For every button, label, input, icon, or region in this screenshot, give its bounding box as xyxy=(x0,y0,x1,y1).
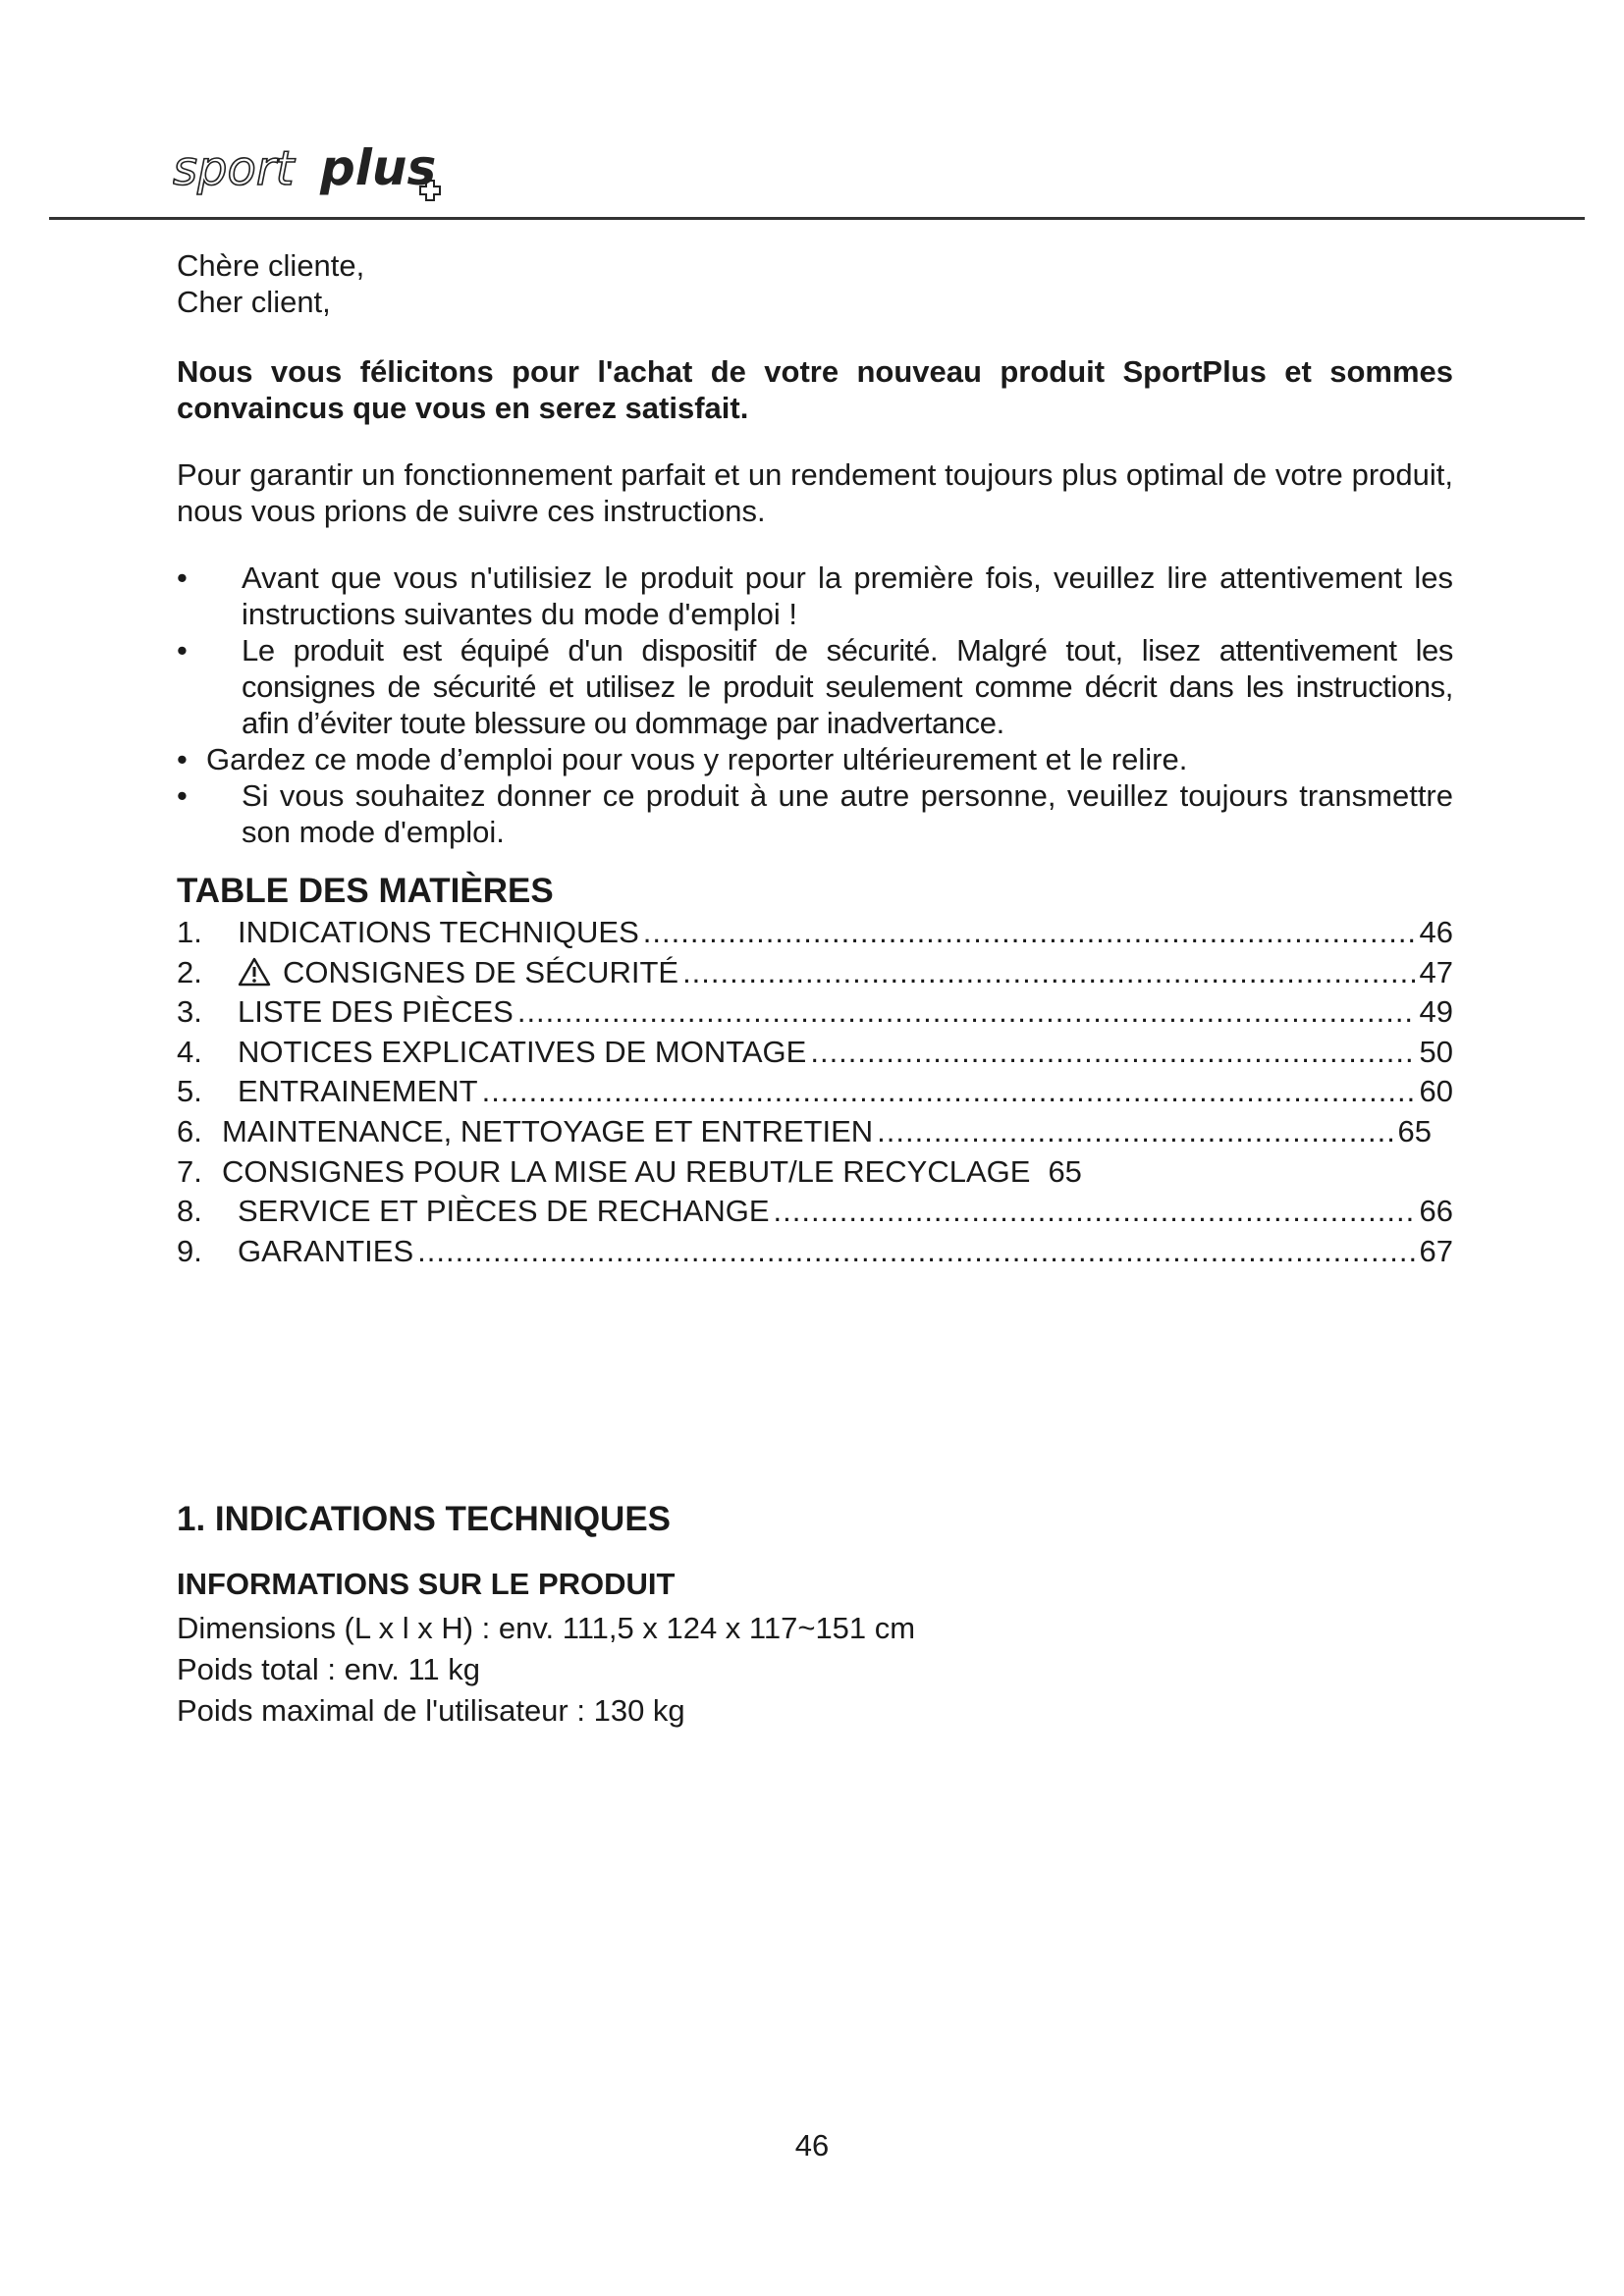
sportplus-logo xyxy=(173,137,458,208)
toc-entry-page: 67 xyxy=(1419,1233,1453,1268)
greeting-line-2: Cher client, xyxy=(177,285,331,319)
toc-entry-number: 6. xyxy=(177,1113,202,1148)
toc-entry-page: 49 xyxy=(1419,994,1453,1030)
toc-entry-page: 46 xyxy=(1419,915,1453,949)
logo-sport-text: sport xyxy=(173,141,295,196)
intro-paragraph: Pour garantir un fonctionnement parfait et un rendement toujours plus optimal de votre produit, nous vous prions de suivre ces instructions. xyxy=(177,457,1453,528)
toc-entry-page: 65 xyxy=(1397,1113,1432,1148)
list-item xyxy=(177,777,1453,850)
toc-entry-label: INDICATIONS TECHNIQUES xyxy=(238,915,639,949)
page-number: 46 xyxy=(794,2128,830,2163)
header-rule xyxy=(49,217,1585,220)
list-item xyxy=(177,560,1453,632)
toc-leader-dots xyxy=(682,953,1415,993)
toc-entry-label: SERVICE ET PIÈCES DE RECHANGE xyxy=(238,1194,770,1229)
bullet-icon: • xyxy=(177,633,188,667)
toc-leader-dots xyxy=(482,1072,1416,1112)
bullet-list xyxy=(177,560,1453,850)
logo-plus-text: plus xyxy=(320,139,437,196)
toc-entry-number: 7. xyxy=(177,1153,202,1189)
product-dimensions: Dimensions (L x l x H) : env. 111,5 x 124 x 117~151 cm xyxy=(177,1611,916,1645)
toc-entry-label: GARANTIES xyxy=(238,1233,414,1268)
section-subtitle: INFORMATIONS SUR LE PRODUIT xyxy=(177,1567,676,1601)
toc-entry-label: NOTICES EXPLICATIVES DE MONTAGE xyxy=(238,1034,807,1069)
list-item xyxy=(177,632,1453,741)
product-info xyxy=(177,1608,915,1732)
toc-entry[interactable] xyxy=(177,1112,1432,1152)
greeting-line-1: Chère cliente, xyxy=(177,248,365,283)
toc-entry-number: 3. xyxy=(177,994,202,1030)
toc-entry-page: 65 xyxy=(1048,1153,1082,1189)
toc-entry-page: 60 xyxy=(1419,1074,1453,1109)
toc-leader-dots xyxy=(877,1112,1393,1152)
toc-entry[interactable] xyxy=(177,1152,1453,1193)
intro-bold-paragraph: Nous vous félicitons pour l'achat de votre nouveau produit SportPlus et sommes convaincus que vous en serez satisfait. xyxy=(177,354,1453,425)
toc-entry-number: 4. xyxy=(177,1034,202,1069)
bullet-text: Le produit est équipé d'un dispositif de sécurité. Malgré tout, lisez attentivement les consignes de sécurité et utilisez le produit seulement comme décrit dans les instructions, afin d’éviter toute blessure ou dommage par inadvertance. xyxy=(242,633,1453,740)
toc-entry[interactable] xyxy=(177,913,1453,953)
warning-triangle-icon xyxy=(238,957,271,987)
toc-entry-label: CONSIGNES DE SÉCURITÉ xyxy=(283,954,679,989)
toc-entry[interactable] xyxy=(177,1072,1453,1112)
product-max-user-weight: Poids maximal de l'utilisateur : 130 kg xyxy=(177,1693,685,1728)
toc-leader-dots xyxy=(774,1192,1416,1232)
toc-entry[interactable] xyxy=(177,1033,1453,1073)
toc-leader-dots xyxy=(517,992,1416,1033)
toc-entry-page: 66 xyxy=(1419,1194,1453,1229)
toc-entry-label: LISTE DES PIÈCES xyxy=(238,994,514,1030)
bullet-text: Avant que vous n'utilisiez le produit pour la première fois, veuillez lire attentivement les instructions suivantes du mode d'emploi ! xyxy=(242,561,1453,631)
toc-leader-dots xyxy=(643,913,1416,953)
product-total-weight: Poids total : env. 11 kg xyxy=(177,1652,481,1686)
toc-entry-label: ENTRAINEMENT xyxy=(238,1074,478,1109)
toc-entry-number: 2. xyxy=(177,954,202,989)
toc-leader-dots xyxy=(417,1232,1415,1272)
bullet-icon: • xyxy=(177,561,188,595)
toc-entry[interactable] xyxy=(177,953,1453,993)
toc-entry-page: 47 xyxy=(1419,954,1453,989)
bullet-icon: • xyxy=(177,778,188,813)
toc-entry-page: 50 xyxy=(1419,1034,1453,1069)
toc-entry-number: 8. xyxy=(177,1194,202,1229)
section-title: 1. INDICATIONS TECHNIQUES xyxy=(177,1500,672,1538)
toc-entry-number: 1. xyxy=(177,915,202,949)
bullet-icon: • xyxy=(177,742,188,776)
toc-entry-label: CONSIGNES POUR LA MISE AU REBUT/LE RECYCLAGE xyxy=(222,1153,1031,1189)
greeting xyxy=(177,247,1453,320)
bullet-text: Gardez ce mode d’emploi pour vous y reporter ultérieurement et le relire. xyxy=(206,742,1188,776)
toc-entry[interactable] xyxy=(177,1192,1453,1232)
toc-entry-number: 5. xyxy=(177,1074,202,1109)
toc-entry[interactable] xyxy=(177,992,1453,1033)
table-of-contents xyxy=(177,913,1453,1271)
toc-entry-number: 9. xyxy=(177,1233,202,1268)
toc-entry[interactable] xyxy=(177,1232,1453,1272)
toc-title: TABLE DES MATIÈRES xyxy=(177,872,554,910)
toc-entry-label: MAINTENANCE, NETTOYAGE ET ENTRETIEN xyxy=(222,1113,874,1148)
bullet-text: Si vous souhaitez donner ce produit à une autre personne, veuillez toujours transmettre son mode d'emploi. xyxy=(242,778,1453,849)
list-item xyxy=(177,741,1453,777)
toc-leader-dots xyxy=(810,1033,1415,1073)
